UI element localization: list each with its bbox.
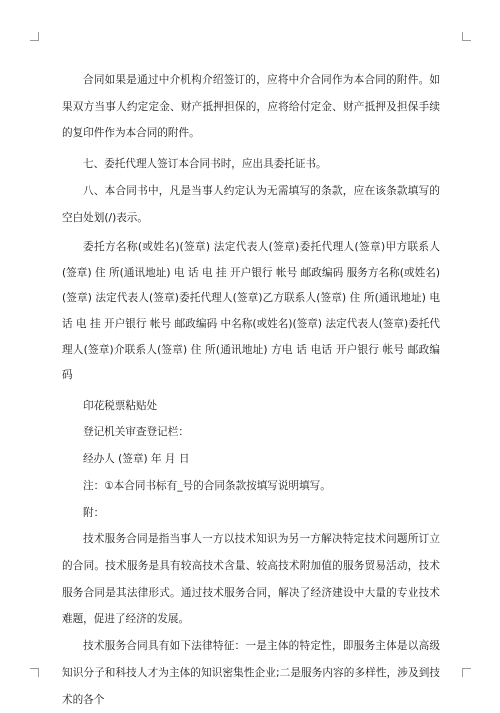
crop-mark-bottom-left — [30, 668, 39, 677]
handler-signature-line: 经办人 (签章) 年 月 日 — [83, 453, 190, 466]
paragraph-intermediary-attachment: 合同如果是通过中介机构介绍签订的，应将中介合同作为本合同的附件。如果双方当事人约定定金、财产抵押担保的，应将给付定金、财产抵押及担保手续的复印件作为本合同的附件。 — [62, 74, 440, 140]
paragraph-service-contract-definition: 技术服务合同是指当事人一方以技术知识为另一方解决特定技术问题所订立的合同。技术服务是具有较高技术含量、较高技术附加值的服务贸易活动，技术服务合同是其法律形式。通过技术服务合同，解决了经济建设中大量的专业技术难题，促进了经济的发展。 — [62, 533, 440, 626]
note-line: 注：①本合同书标有_号的合同条款按填写说明填写。 — [83, 479, 331, 492]
signature-block: 委托方名称(或姓名)(签章) 法定代表人(签章)委托代理人(签章)甲方联系人(签章) 住 所(通讯地址) 电 话 电 挂 开户银行 帐号 邮政编码 服务方名称(或姓名)(签章) 法定代表人(签章)委托代理人(签章)乙方联系人(签章) 住 所(通讯地址) 电 话 电 挂 开户银行 帐号 邮政编码 中名称(或姓名)(签章) 法定代表人(签章)委托代理人(签章)介联系人(签章) 住 所(通讯地址) 方电 话 电话 开户银行 帐号 邮政编码 — [62, 241, 440, 382]
paragraph-legal-features: 技术服务合同具有如下法律特征：一是主体的特定性，即服务主体是以高级知识分子和科技人才为主体的知识密集性企业;二是服务内容的多样性，涉及到技术的各个 — [62, 640, 440, 706]
document-body — [62, 67, 440, 713]
registration-label: 登记机关审查登记栏： — [83, 426, 189, 439]
crop-mark-top-right — [462, 32, 471, 41]
stamp-area-label: 印花税票粘贴处 — [83, 399, 158, 412]
appendix-label: 附： — [83, 506, 105, 519]
paragraph-clause-seven: 七、委托代理人签订本合同书时，应出具委托证书。 — [83, 158, 327, 171]
crop-mark-top-left — [30, 32, 39, 41]
crop-mark-bottom-right — [462, 668, 471, 677]
paragraph-clause-eight: 八、本合同书中，凡是当事人约定认为无需填写的条款，应在该条款填写的空白处划(/)表示。 — [62, 184, 440, 224]
